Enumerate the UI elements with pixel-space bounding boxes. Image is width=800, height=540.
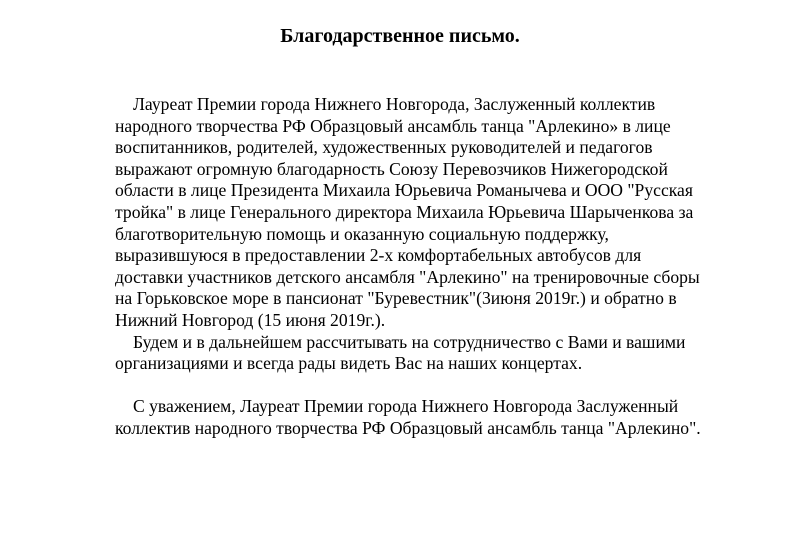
text-line: народного творчества РФ Образцовый ансамбль танца "Арлекино» в лице (115, 115, 671, 136)
paragraph-closing (115, 396, 755, 439)
text-line: доставки участников детского ансамбля "Арлекино" на тренировочные сборы (115, 266, 700, 287)
letter-body (115, 94, 755, 440)
paragraph-gratitude (115, 94, 755, 332)
text-line: на Горьковское море в пансионат "Буревестник"(3июня 2019г.) и обратно в (115, 288, 677, 309)
text-line: Лауреат Премии города Нижнего Новгорода, Заслуженный коллектив (133, 94, 656, 114)
text-line: выразившуюся в предоставлении 2-х комфортабельных автобусов для (115, 245, 642, 266)
paragraph-future-cooperation (115, 332, 755, 375)
text-line: благотворительную помощь и оказанную социальную поддержку, (115, 223, 609, 244)
text-line: организациями и всегда рады видеть Вас на наших концертах. (115, 353, 583, 374)
text-line: выражают огромную благодарность Союзу Перевозчиков Нижегородской (115, 158, 668, 179)
text-line: С уважением, Лауреат Премии города Нижнего Новгорода Заслуженный (133, 396, 679, 417)
text-line: области в лице Президента Михаила Юрьевича Романычева и ООО "Русская (115, 180, 693, 201)
text-line: воспитанников, родителей, художественных руководителей и педагогов (115, 137, 653, 158)
text-line: Нижний Новгород (15 июня 2019г.). (115, 309, 386, 330)
text-line: Будем и в дальнейшем рассчитывать на сотрудничество с Вами и вашими (133, 331, 686, 352)
text-line: тройка" в лице Генерального директора Михаила Юрьевича Шарыченкова за (115, 201, 694, 222)
paragraph-spacer (115, 375, 755, 397)
text-line: коллектив народного творчества РФ Образцовый ансамбль танца "Арлекино". (115, 417, 701, 438)
letter-title: Благодарственное письмо. (280, 25, 520, 47)
